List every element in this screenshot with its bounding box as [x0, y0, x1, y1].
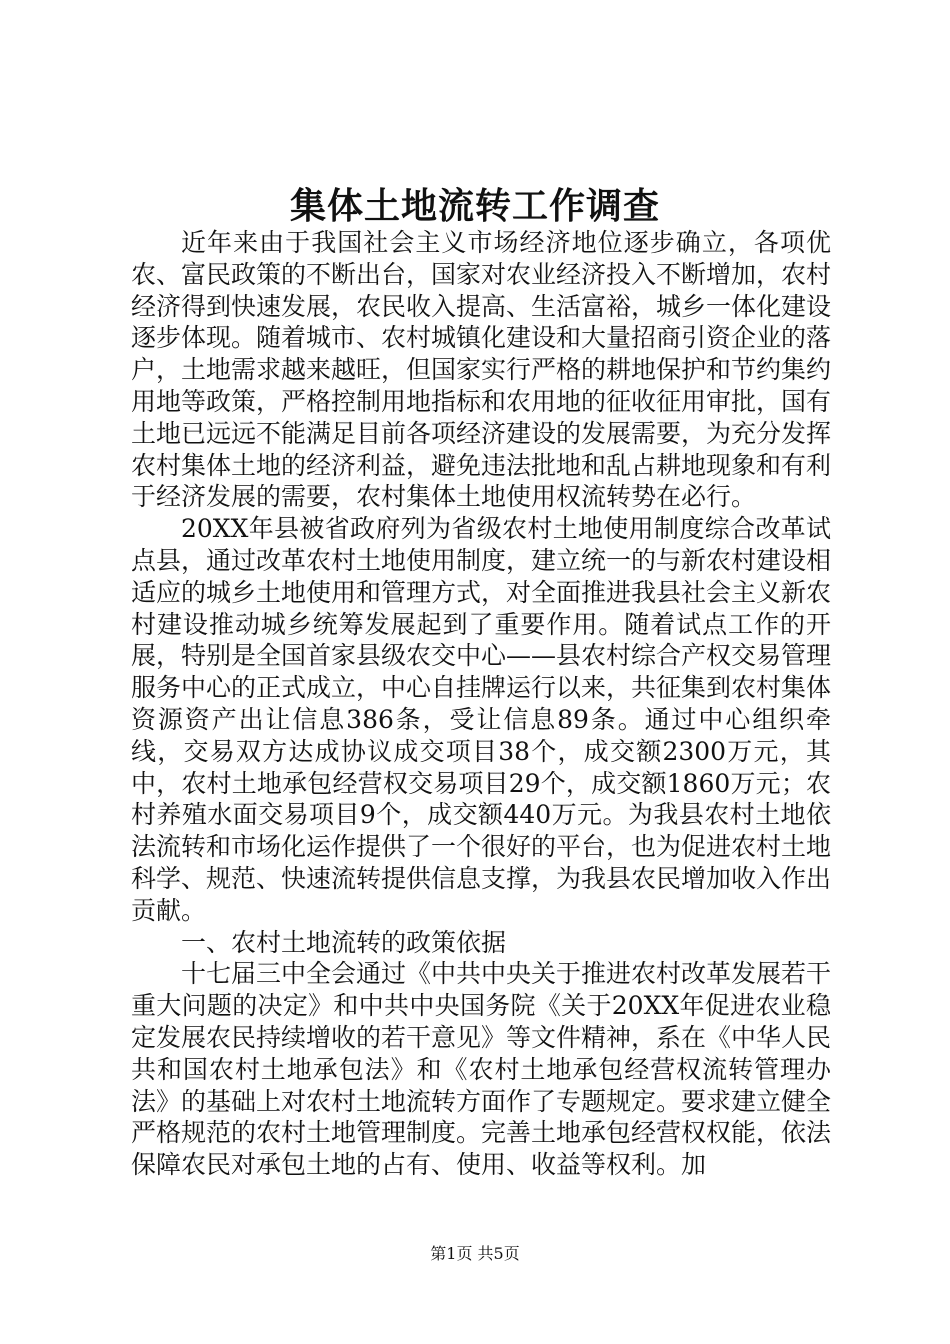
document-body: [131, 227, 831, 1181]
paragraph-pilot-reform: 20XX年县被省政府列为省级农村土地使用制度综合改革试点县，通过改革农村土地使用制度，建立统一的与新农村建设相适应的城乡土地使用和管理方式，对全面推进我县社会主义新农村建设推动城乡统筹发展起到了重要作用。随着试点工作的开展，特别是全国首家县级农交中心——县农村综合产权交易管理服务中心的正式成立，中心自挂牌运行以来，共征集到农村集体资源资产出让信息386条，受让信息89条。通过中心组织牵线，交易双方达成协议成交项目38个，成交额2300万元，其中，农村土地承包经营权交易项目29个，成交额1860万元；农村养殖水面交易项目9个，成交额440万元。为我县农村土地依法流转和市场化运作提供了一个很好的平台，也为促进农村土地科学、规范、快速流转提供信息支撑，为我县农民增加收入作出贡献。: [131, 514, 832, 925]
section-heading-policy-basis: 一、农村土地流转的政策依据: [181, 927, 507, 957]
document-title: 集体土地流转工作调查: [289, 186, 660, 227]
page-number-footer: 第1页 共5页: [430, 1244, 520, 1263]
paragraph-policy-basis: 十七届三中全会通过《中共中央关于推进农村改革发展若干重大问题的决定》和中共中央国务院《关于20XX年促进农业稳定发展农民持续增收的若干意见》等文件精神，系在《中华人民共和国农村土地承包法》和《农村土地承包经营权流转管理办法》的基础上对农村土地流转方面作了专题规定。要求建立健全严格规范的农村土地管理制度。完善土地承包经营权权能，依法保障农民对承包土地的占有、使用、收益等权利。加: [131, 959, 832, 1180]
paragraph-intro: 近年来由于我国社会主义市场经济地位逐步确立，各项优农、富民政策的不断出台，国家对农业经济投入不断增加，农村经济得到快速发展，农民收入提高、生活富裕，城乡一体化建设逐步体现。随着城市、农村城镇化建设和大量招商引资企业的落户，土地需求越来越旺，但国家实行严格的耕地保护和节约集约用地等政策，严格控制用地指标和农用地的征收征用审批，国有土地已远远不能满足目前各项经济建设的发展需要，为充分发挥农村集体土地的经济利益，避免违法批地和乱占耕地现象和有利于经济发展的需要，农村集体土地使用权流转势在必行。: [131, 228, 832, 512]
